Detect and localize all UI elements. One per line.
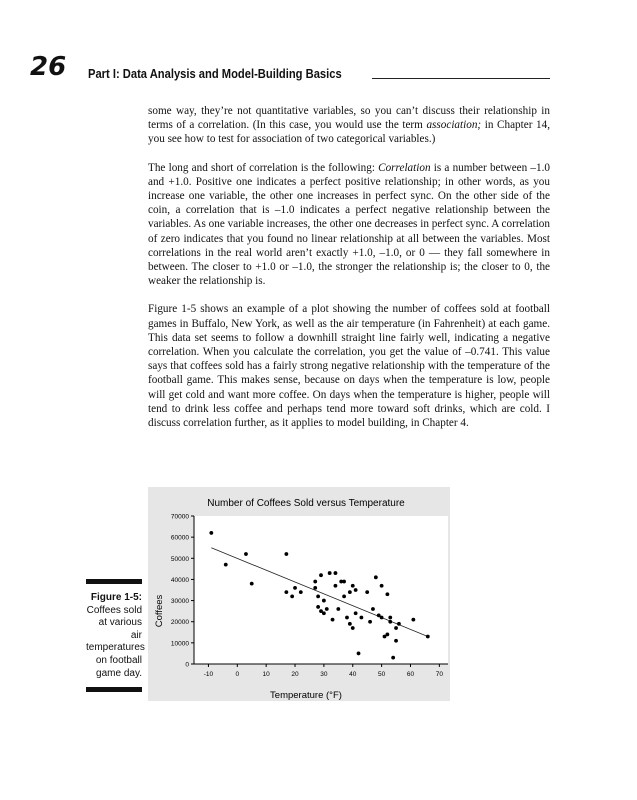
caption-rule-top	[86, 579, 142, 584]
data-point	[284, 590, 288, 594]
caption-label: Figure 1-5:	[90, 592, 142, 603]
x-tick-label: 20	[291, 671, 299, 678]
paragraph: some way, they’re not quantitative variables, so you can’t discuss their relationship in terms of a correlation. (In this case, you would use the term association; in Chapter 14, you see how to test for association of two categorical variables.)	[148, 105, 550, 146]
data-point	[380, 616, 384, 620]
data-point	[385, 592, 389, 596]
data-point	[348, 622, 352, 626]
data-point	[348, 590, 352, 594]
y-tick-label: 40000	[170, 576, 189, 584]
caption-text: Coffees sold at various air temperatures on football game day.	[86, 604, 145, 679]
data-point	[371, 607, 375, 611]
y-axis-label: Coffees	[154, 594, 165, 628]
data-point	[342, 580, 346, 584]
data-point	[385, 633, 389, 637]
data-point	[388, 616, 392, 620]
page-number: 26	[30, 52, 67, 82]
y-tick-label: 70000	[170, 513, 189, 521]
x-tick-label: 40	[349, 671, 357, 678]
data-point	[319, 573, 323, 577]
x-axis-label: Temperature (°F)	[270, 690, 342, 701]
x-tick-label: 10	[262, 671, 270, 678]
data-point	[354, 588, 358, 592]
body-text	[148, 104, 550, 444]
data-point	[351, 584, 355, 588]
data-point	[293, 586, 297, 590]
y-tick-label: 0	[185, 661, 189, 669]
data-point	[357, 652, 361, 656]
data-point	[328, 571, 332, 575]
plot-area	[194, 516, 448, 664]
data-point	[313, 580, 317, 584]
data-point	[313, 586, 317, 590]
x-tick-label: 60	[406, 671, 415, 678]
data-point	[316, 594, 320, 598]
figure-caption	[86, 579, 145, 692]
data-point	[426, 635, 430, 639]
data-point	[316, 605, 320, 609]
paragraph: The long and short of correlation is the following: Correlation is a number between –1.0 and +1.0. Positive one indicates a perfect positive relationship; in other words, as you increase one variable, the other one increases in perfect sync. On the other side of the coin, a correlation that is –1.0 indicates a perfect negative relationship between the variables. As one variable increases, the other one decreases in perfect sync. A correlation of zero indicates that you found no linear relationship at all between the variables. Most correlations in the real world aren’t exactly +1.0, –1.0, or 0 — they fall somewhere in between. The closer to +1.0 or –1.0, the stronger the relationship is; the closer to 0, the weaker the relationship is.	[148, 161, 550, 288]
x-tick-label: 0	[235, 671, 240, 678]
header-rule	[372, 78, 550, 79]
x-tick-label: 70	[435, 671, 443, 678]
y-tick-label: 30000	[170, 598, 189, 606]
scatter-chart	[148, 487, 450, 701]
data-point	[250, 582, 254, 586]
x-tick-label: 30	[320, 671, 328, 678]
data-point	[345, 616, 349, 620]
caption-rule-bottom	[86, 687, 142, 692]
data-point	[391, 656, 395, 660]
data-point	[322, 599, 326, 603]
data-point	[209, 531, 213, 535]
data-point	[388, 620, 392, 624]
data-point	[336, 607, 340, 611]
data-point	[334, 584, 338, 588]
data-point	[342, 594, 346, 598]
chart-title: Number of Coffees Sold versus Temperature	[207, 498, 405, 509]
data-point	[354, 611, 358, 615]
data-point	[368, 620, 372, 624]
y-tick-label: 60000	[170, 534, 189, 542]
data-point	[224, 563, 228, 567]
running-head: Part I: Data Analysis and Model-Building Basics	[88, 66, 342, 81]
paragraph: Figure 1-5 shows an example of a plot showing the number of coffees sold at football games in Buffalo, New York, as well as the air temperature (in Fahrenheit) at each game. This data set seems to follow a downhill straight line fairly well, indicating a negative correlation. When you calculate the correlation, you get the value of –0.741. This value says that coffees sold has a fairly strong negative relationship with the temperature of the football game. This makes sense, because on days when the temperature is low, people will get cold and want more coffee. On days when the temperature is higher, people will tend to drink less coffee and perhaps tend more toward soft drinks, which are cold. I discuss correlation further, as it applies to model building, in Chapter 4.	[148, 303, 550, 430]
data-point	[284, 552, 288, 556]
data-point	[331, 618, 335, 622]
data-point	[290, 594, 294, 598]
data-point	[351, 626, 355, 630]
y-tick-label: 10000	[170, 640, 189, 648]
data-point	[299, 590, 303, 594]
data-point	[394, 626, 398, 630]
data-point	[394, 639, 398, 643]
data-point	[322, 611, 326, 615]
x-tick-label: -10	[203, 671, 214, 678]
data-point	[374, 575, 378, 579]
y-tick-label: 50000	[170, 555, 189, 563]
data-point	[365, 590, 369, 594]
data-point	[360, 616, 364, 620]
figure-1-5	[148, 487, 450, 701]
data-point	[380, 584, 384, 588]
data-point	[334, 571, 338, 575]
data-point	[325, 607, 329, 611]
y-tick-label: 20000	[170, 619, 189, 627]
data-point	[411, 618, 415, 622]
x-tick-label: 50	[377, 671, 386, 678]
data-point	[244, 552, 248, 556]
data-point	[397, 622, 401, 626]
